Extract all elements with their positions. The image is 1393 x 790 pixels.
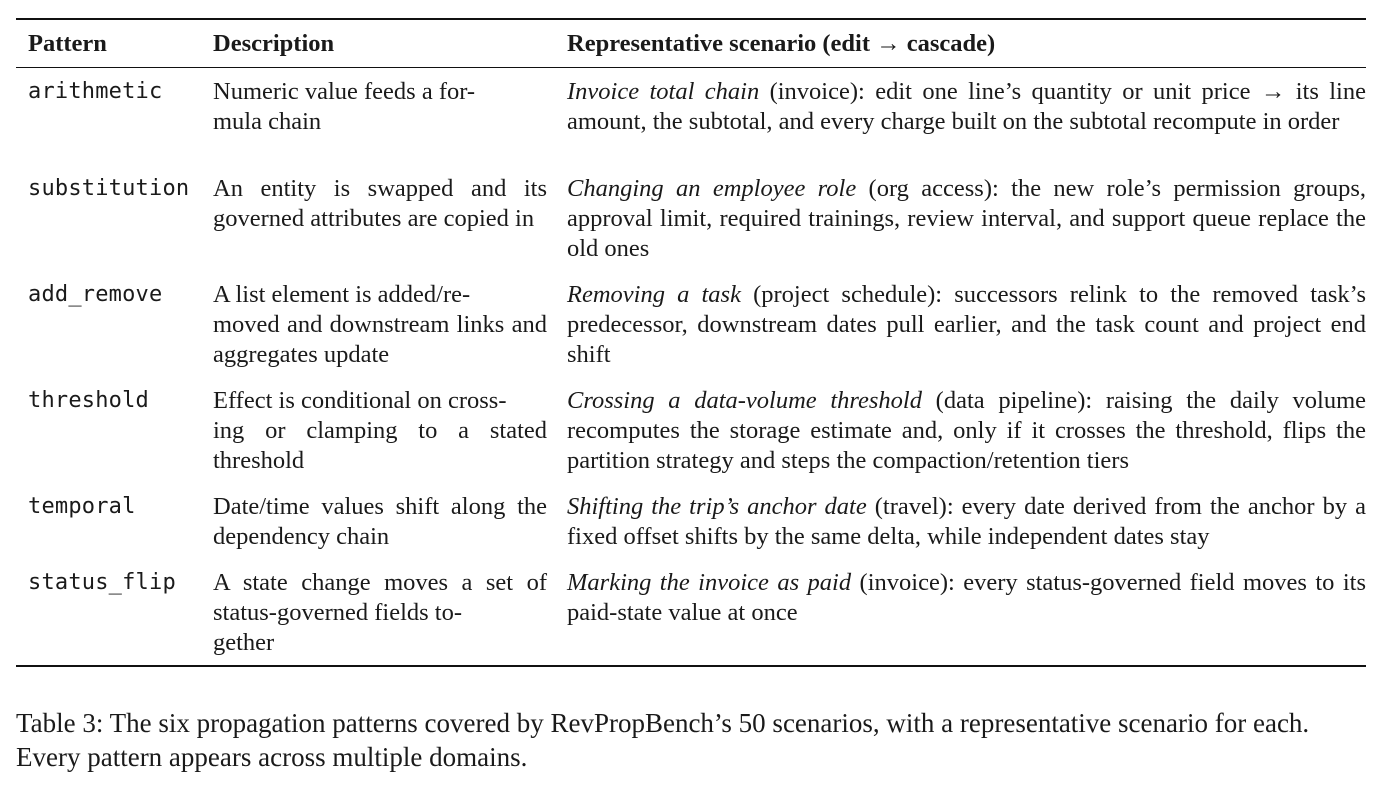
table-row: [16, 386, 1366, 492]
description-cell: Date/time values shift along the dependency chain: [213, 493, 547, 550]
table-row: [16, 174, 1366, 280]
scenario-text: (org access): the new role’s permission groups, approval limit, required trainings, review interval, and support queue replace the old ones: [567, 175, 1366, 262]
description-cell: A state change moves a set of status-governed fields to- gether: [213, 569, 547, 656]
scenario-title: Marking the invoice as paid: [567, 569, 852, 596]
pattern-cell: substitution: [28, 176, 190, 201]
table-row: [16, 492, 1366, 568]
scenario-cell: [555, 280, 1366, 386]
pattern-cell: status_flip: [28, 570, 176, 595]
scenario-text: (travel): every date derived from the anchor by a fixed offset shifts by the same delta, while independent dates stay: [567, 493, 1366, 550]
scenario-title: Removing a task: [567, 281, 741, 308]
table-row: [16, 568, 1366, 665]
scenario-text: (invoice): every status-governed field moves to its paid-state value at once: [567, 569, 1366, 626]
description-cell: An entity is swapped and its governed attributes are copied in: [213, 175, 547, 232]
scenario-text: (project schedule): successors relink to the removed task’s predecessor, downstream dates pull earlier, and the task count and project end shift: [567, 281, 1367, 368]
table-header-rule: [16, 67, 1366, 68]
pattern-cell: temporal: [28, 494, 136, 519]
table-row: [16, 77, 1366, 174]
scenario-title: Changing an employee role: [567, 175, 857, 202]
scenario-cell: [555, 386, 1366, 492]
description-cell: Effect is conditional on cross- ing or clamping to a stated threshold: [213, 387, 547, 474]
scenario-cell: [555, 77, 1366, 174]
table-row: [16, 280, 1366, 386]
pattern-cell: threshold: [28, 388, 150, 413]
description-cell: A list element is added/re- moved and downstream links and aggregates update: [213, 281, 547, 368]
scenario-cell: [555, 568, 1366, 665]
table-caption: Table 3: The six propagation patterns covered by RevPropBench’s 50 scenarios, with a representative scenario for each. Every pattern appears across multiple domains.: [16, 708, 1310, 772]
pattern-cell: arithmetic: [28, 79, 163, 104]
table-header-row: [16, 20, 1366, 67]
scenario-text: (data pipeline): raising the daily volume recomputes the storage estimate and, only if it crosses the threshold, flips the partition strategy and steps the compaction/retention tiers: [567, 387, 1366, 474]
header-pattern: Pattern: [28, 29, 107, 57]
scenario-text: (invoice): edit one line’s quantity or unit price → its line amount, the subtotal, and every charge built on the subtotal recompute in order: [567, 78, 1366, 135]
scenario-title: Invoice total chain: [567, 78, 760, 105]
header-description: Description: [213, 29, 335, 57]
pattern-cell: add_remove: [28, 282, 163, 307]
header-scenario: Representative scenario (edit → cascade): [567, 29, 996, 57]
patterns-table: [16, 18, 1366, 667]
scenario-title: Shifting the trip’s anchor date: [567, 493, 867, 520]
scenario-title: Crossing a data-volume threshold: [567, 387, 922, 414]
scenario-cell: [555, 174, 1366, 280]
scenario-cell: [555, 492, 1366, 568]
table-bottom-rule: [16, 665, 1366, 667]
description-cell: Numeric value feeds a for- mula chain: [213, 78, 476, 135]
